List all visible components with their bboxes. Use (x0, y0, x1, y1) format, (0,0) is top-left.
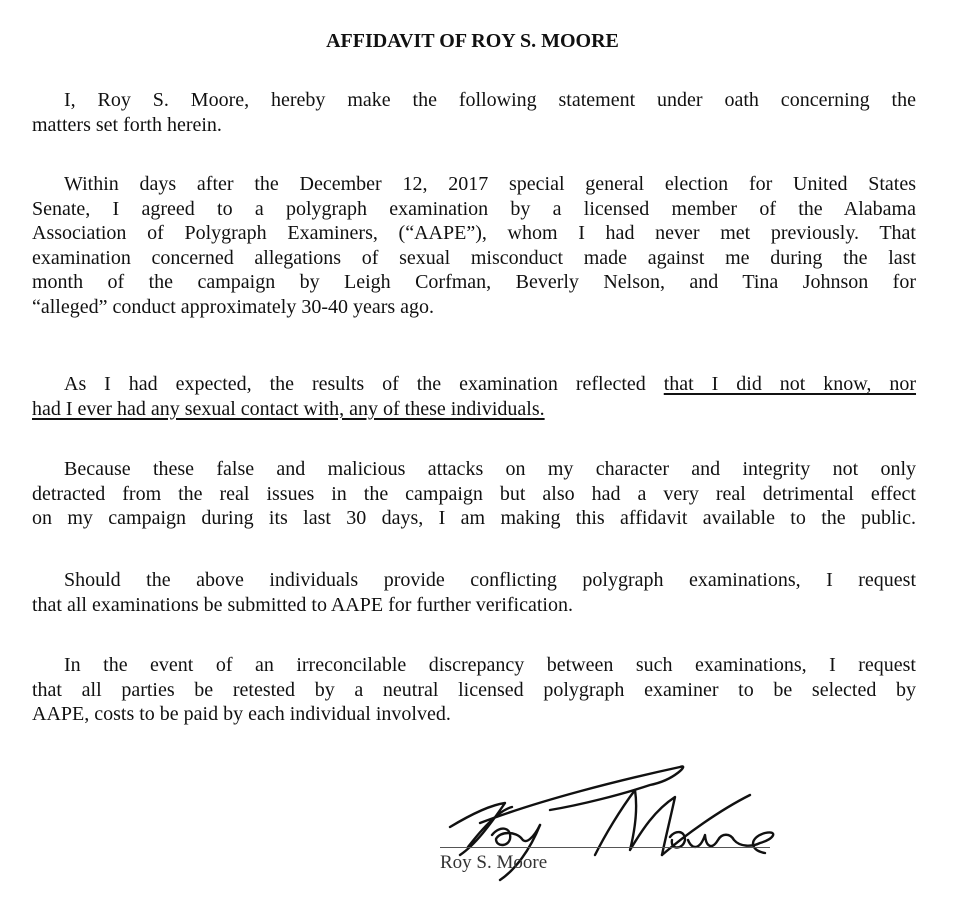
text-line: Association of Polygraph Examiners, (“AAPE”), whom I had never met previously. That (32, 222, 916, 244)
paragraph-5 (32, 568, 916, 617)
text-line: Should the above individuals provide conflicting polygraph examinations, I request (64, 569, 916, 591)
text-line: examination concerned allegations of sexual misconduct made against me during the last (32, 246, 916, 269)
paragraph-1 (32, 88, 916, 137)
underlined-text: had I ever had any sexual contact with, any of these individuals. (32, 397, 545, 420)
text-line: on my campaign during its last 30 days, I am making this affidavit available to the public. (32, 507, 916, 529)
paragraph-4 (32, 457, 916, 531)
text-line: AAPE, costs to be paid by each individual involved. (32, 703, 451, 725)
plain-text: As I had expected, the results of the examination reflected (64, 373, 664, 395)
text-line (32, 372, 916, 397)
text-line: Within days after the December 12, 2017 special general election for United States (64, 173, 916, 195)
text-line: Senate, I agreed to a polygraph examination by a licensed member of the Alabama (32, 197, 916, 220)
text-line: “alleged” conduct approximately 30-40 years ago. (32, 295, 435, 318)
signatory-name: Roy S. Moore (440, 852, 548, 873)
text-line: that all parties be retested by a neutral licensed polygraph examiner to be selected by (32, 678, 916, 701)
underlined-text: that I did not know, nor (663, 373, 917, 395)
text-line (32, 397, 916, 422)
signature-line (440, 847, 770, 848)
text-line: matters set forth herein. (32, 113, 222, 136)
paragraph-6 (32, 653, 916, 727)
paragraph-2 (32, 172, 916, 319)
text-line: detracted from the real issues in the campaign but also had a very real detrimental effect (32, 482, 916, 505)
text-line: In the event of an irreconcilable discrepancy between such examinations, I request (64, 654, 916, 676)
text-line: that all examinations be submitted to AAPE for further verification. (32, 593, 573, 616)
text-line: I, Roy S. Moore, hereby make the following statement under oath concerning the (64, 89, 916, 111)
text-line: Because these false and malicious attacks on my character and integrity not only (64, 458, 916, 480)
paragraph-3 (32, 372, 916, 421)
document-title: AFFIDAVIT OF ROY S. MOORE (326, 30, 619, 52)
text-line: month of the campaign by Leigh Corfman, Beverly Nelson, and Tina Johnson for (32, 271, 916, 293)
